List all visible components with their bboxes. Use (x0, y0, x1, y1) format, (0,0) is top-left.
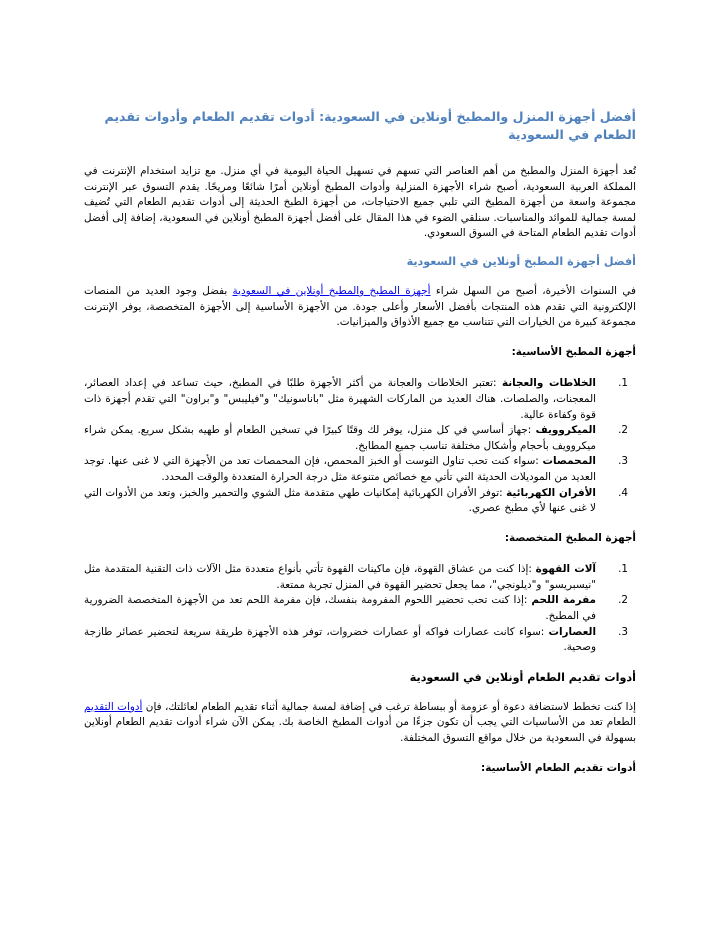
list-term: الأفران الكهربائية (506, 486, 596, 499)
list-term: الخلاطات والعجانة (501, 377, 596, 390)
list-term: المحمصات (542, 455, 596, 468)
section-heading-serving-tools: أدوات تقديم الطعام أونلاين في السعودية (409, 670, 636, 684)
specialized-appliances-list (84, 562, 636, 656)
list-text: :جهاز أساسي في كل منزل، يوفر لك وقتًا كبيرًا في تسخين الطعام أو طهيه بشكل سريع. يمكن شراء ميكروويف بأحجام وأشكال مختلفة تناسب جميع المطابخ. (84, 424, 596, 452)
list-term: العصارات (548, 625, 596, 638)
kitchen-appliances-link[interactable]: أجهزة المطبخ والمطبخ أونلاين في السعودية (232, 284, 431, 297)
serving-tools-link[interactable]: أدوات التقديم (84, 700, 143, 713)
basic-appliances-list (84, 376, 636, 516)
list-item (84, 562, 636, 593)
list-term: الميكروويف (535, 424, 596, 437)
section2-paragraph (84, 700, 636, 747)
list-number: 4. (618, 486, 628, 499)
section1-text-before: في السنوات الأخيرة، أصبح من السهل شراء (430, 284, 636, 297)
section2-text-before: إذا كنت تخطط لاستضافة دعوة أو عزومة أو ببساطة ترغب في إضافة لمسة جمالية أثناء تقديم الطعام لعائلتك، فإن (142, 700, 636, 713)
list-text: :إذا كنت من عشاق القهوة، فإن ماكينات القهوة تأتي بأنواع متعددة مثل الآلات ذات التقنية المتقدمة مثل "نيسبريسو" و"ديلونجي"، مما يجعل تحضير القهوة في المنزل تجربة ممتعة. (84, 563, 596, 591)
basic-appliances-heading: أجهزة المطبخ الأساسية: (511, 345, 636, 358)
list-item (84, 625, 636, 656)
intro-paragraph: تُعد أجهزة المنزل والمطبخ من أهم العناصر التي تسهم في تسهيل الحياة اليومية في أي منزل. مع تزايد استخدام الإنترنت في المملكة العربية السعودية، أصبح شراء الأجهزة المنزلية وأدوات المطبخ أونلاين أمرًا شائعًا ومريحًا. يقدم التسوق عبر الإنترنت مجموعة واسعة من أجهزة المطبخ التي تلبي جميع الاحتياجات، من أجهزة الطبخ الحديثة إلى أدوات تقديم الطعام التي تُضيف لمسة جمالية للموائد والمناسبات. سنلقي الضوء في هذا المقال على أفضل أجهزة المطبخ أونلاين في السعودية، إضافة إلى أفضل أدوات تقديم الطعام المتاحة في السوق السعودي. (84, 165, 636, 240)
page-title: أفضل أجهزة المنزل والمطبخ أونلاين في السعودية: أدوات تقديم الطعام وأدوات تقديم الطعام في السعودية (104, 109, 636, 142)
list-term: مفرمة اللحم (531, 594, 596, 607)
list-item (84, 593, 636, 624)
list-number: 2. (618, 424, 628, 437)
list-text: :تعتبر الخلاطات والعجانة من أكثر الأجهزة طلبًا في المطبخ، حيث تساعد في إعداد العصائر، المعجنات، والصلصات. هناك العديد من الماركات الشهيرة مثل "باناسونيك" و"فيليبس" و"براون" التي تقدم أجهزة ذات قوة وكفاءة عالية. (84, 377, 596, 421)
list-number: 1. (618, 563, 628, 576)
document-page (84, 108, 636, 792)
list-term: آلات القهوة (535, 563, 596, 576)
list-number: 3. (618, 455, 628, 468)
section1-text-after: بفضل وجود العديد من المنصات الإلكترونية التي تقدم هذه المنتجات بأفضل الأسعار وأعلى جودة. من الأجهزة الأساسية إلى الأجهزة المتخصصة، يوفر الإنترنت مجموعة كبيرة من الخيارات التي تتناسب مع جميع الأذواق والميزانيات. (84, 284, 636, 329)
list-text: :إذا كنت تحب تحضير اللحوم المفرومة بنفسك، فإن مفرمة اللحم تعد من الأجهزة المتخصصة الضرورية في المطبخ. (84, 594, 596, 623)
section1-paragraph (84, 284, 636, 331)
list-item (84, 486, 636, 517)
specialized-appliances-heading: أجهزة المطبخ المتخصصة: (504, 531, 636, 544)
list-item (84, 376, 636, 423)
list-text: :سواء كنت تحب تناول التوست أو الخبز المحمص، فإن المحمصات تعد من الأجهزة التي لا غنى عنها. توجد العديد من الموديلات الحديثة التي تأتي مع خصائص متنوعة مثل درجة الحرارة المتعددة والوقت المحدد. (84, 455, 596, 483)
list-number: 3. (618, 625, 628, 638)
basic-serving-tools-heading: أدوات تقديم الطعام الأساسية: (481, 761, 636, 774)
section-heading-kitchen-appliances: أفضل أجهزة المطبخ أونلاين في السعودية (406, 254, 636, 268)
list-item (84, 454, 636, 485)
section2-text-after: الطعام تعد من الأساسيات التي يجب أن تكون جزءًا من أدوات المطبخ الخاصة بك. يمكن الآن شراء أدوات تقديم الطعام أونلاين بسهولة في السعودية من خلال مواقع التسوق المختلفة. (84, 716, 636, 745)
list-item (84, 423, 636, 454)
list-text: :سواء كانت عصارات فواكه أو عصارات خضروات، توفر هذه الأجهزة طريقة سريعة لتحضير عصائر طازجة وصحية. (84, 625, 596, 654)
list-number: 1. (618, 377, 628, 390)
list-text: :توفر الأفران الكهربائية إمكانيات طهي متقدمة مثل الشوي والتحمير والخبز، وتعد من الأدوات التي لا غنى عنها لأي مطبخ عصري. (84, 486, 596, 515)
list-number: 2. (618, 594, 628, 607)
